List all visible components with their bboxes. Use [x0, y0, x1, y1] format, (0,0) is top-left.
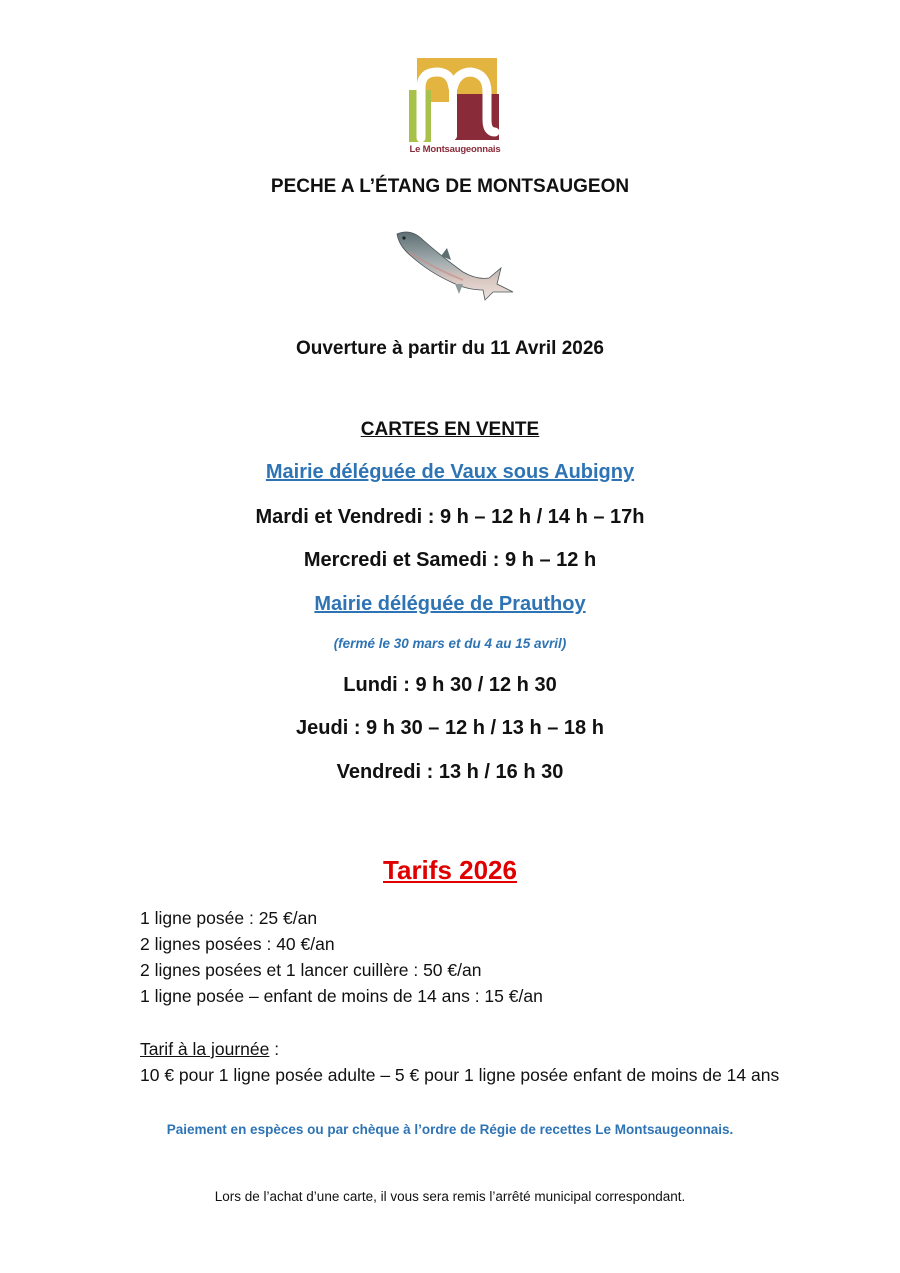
tarif-line: 2 lignes posées : 40 €/an	[140, 934, 335, 954]
payment-info: Paiement en espèces ou par chèque à l’ordre de Régie de recettes Le Montsaugeonnais.	[166, 1122, 734, 1137]
cards-heading: CARTES EN VENTE	[360, 419, 540, 440]
hours-vaux-1: Mardi et Vendredi : 9 h – 12 h / 14 h – 17h	[255, 506, 645, 528]
hours-vaux-2: Mercredi et Samedi : 9 h – 12 h	[303, 549, 597, 571]
day-tarif-text: 10 € pour 1 ligne posée adulte – 5 € pour 1 ligne posée enfant de moins de 14 ans	[140, 1065, 780, 1085]
day-tarif-heading	[140, 1039, 279, 1060]
hours-prauthoy-3: Vendredi : 13 h / 16 h 30	[336, 761, 564, 783]
hours-prauthoy-2: Jeudi : 9 h 30 – 12 h / 13 h – 18 h	[296, 717, 604, 739]
location-prauthoy: Mairie déléguée de Prauthoy	[314, 593, 586, 615]
trout-fish-icon	[393, 226, 515, 306]
tarifs-title: Tarifs 2026	[383, 855, 517, 885]
day-tarif-colon: :	[269, 1039, 280, 1059]
logo-caption: Le Montsaugeonnais	[409, 144, 501, 155]
footer-note: Lors de l’achat d’une carte, il vous sera remis l’arrêté municipal correspondant.	[214, 1189, 686, 1204]
prauthoy-closure-note: (fermé le 30 mars et du 4 au 15 avril)	[333, 636, 567, 651]
opening-date: Ouverture à partir du 11 Avril 2026	[295, 338, 604, 359]
hours-prauthoy-1: Lundi : 9 h 30 / 12 h 30	[343, 674, 557, 696]
day-tarif-label: Tarif à la journée	[140, 1039, 270, 1059]
location-vaux: Mairie déléguée de Vaux sous Aubigny	[265, 461, 635, 483]
tarif-line: 1 ligne posée : 25 €/an	[140, 908, 318, 928]
page-title: PECHE A L’ÉTANG DE MONTSAUGEON	[270, 176, 630, 197]
tarif-line: 1 ligne posée – enfant de moins de 14 ans : 15 €/an	[140, 986, 543, 1006]
tarif-line: 2 lignes posées et 1 lancer cuillère : 50 €/an	[140, 960, 482, 980]
